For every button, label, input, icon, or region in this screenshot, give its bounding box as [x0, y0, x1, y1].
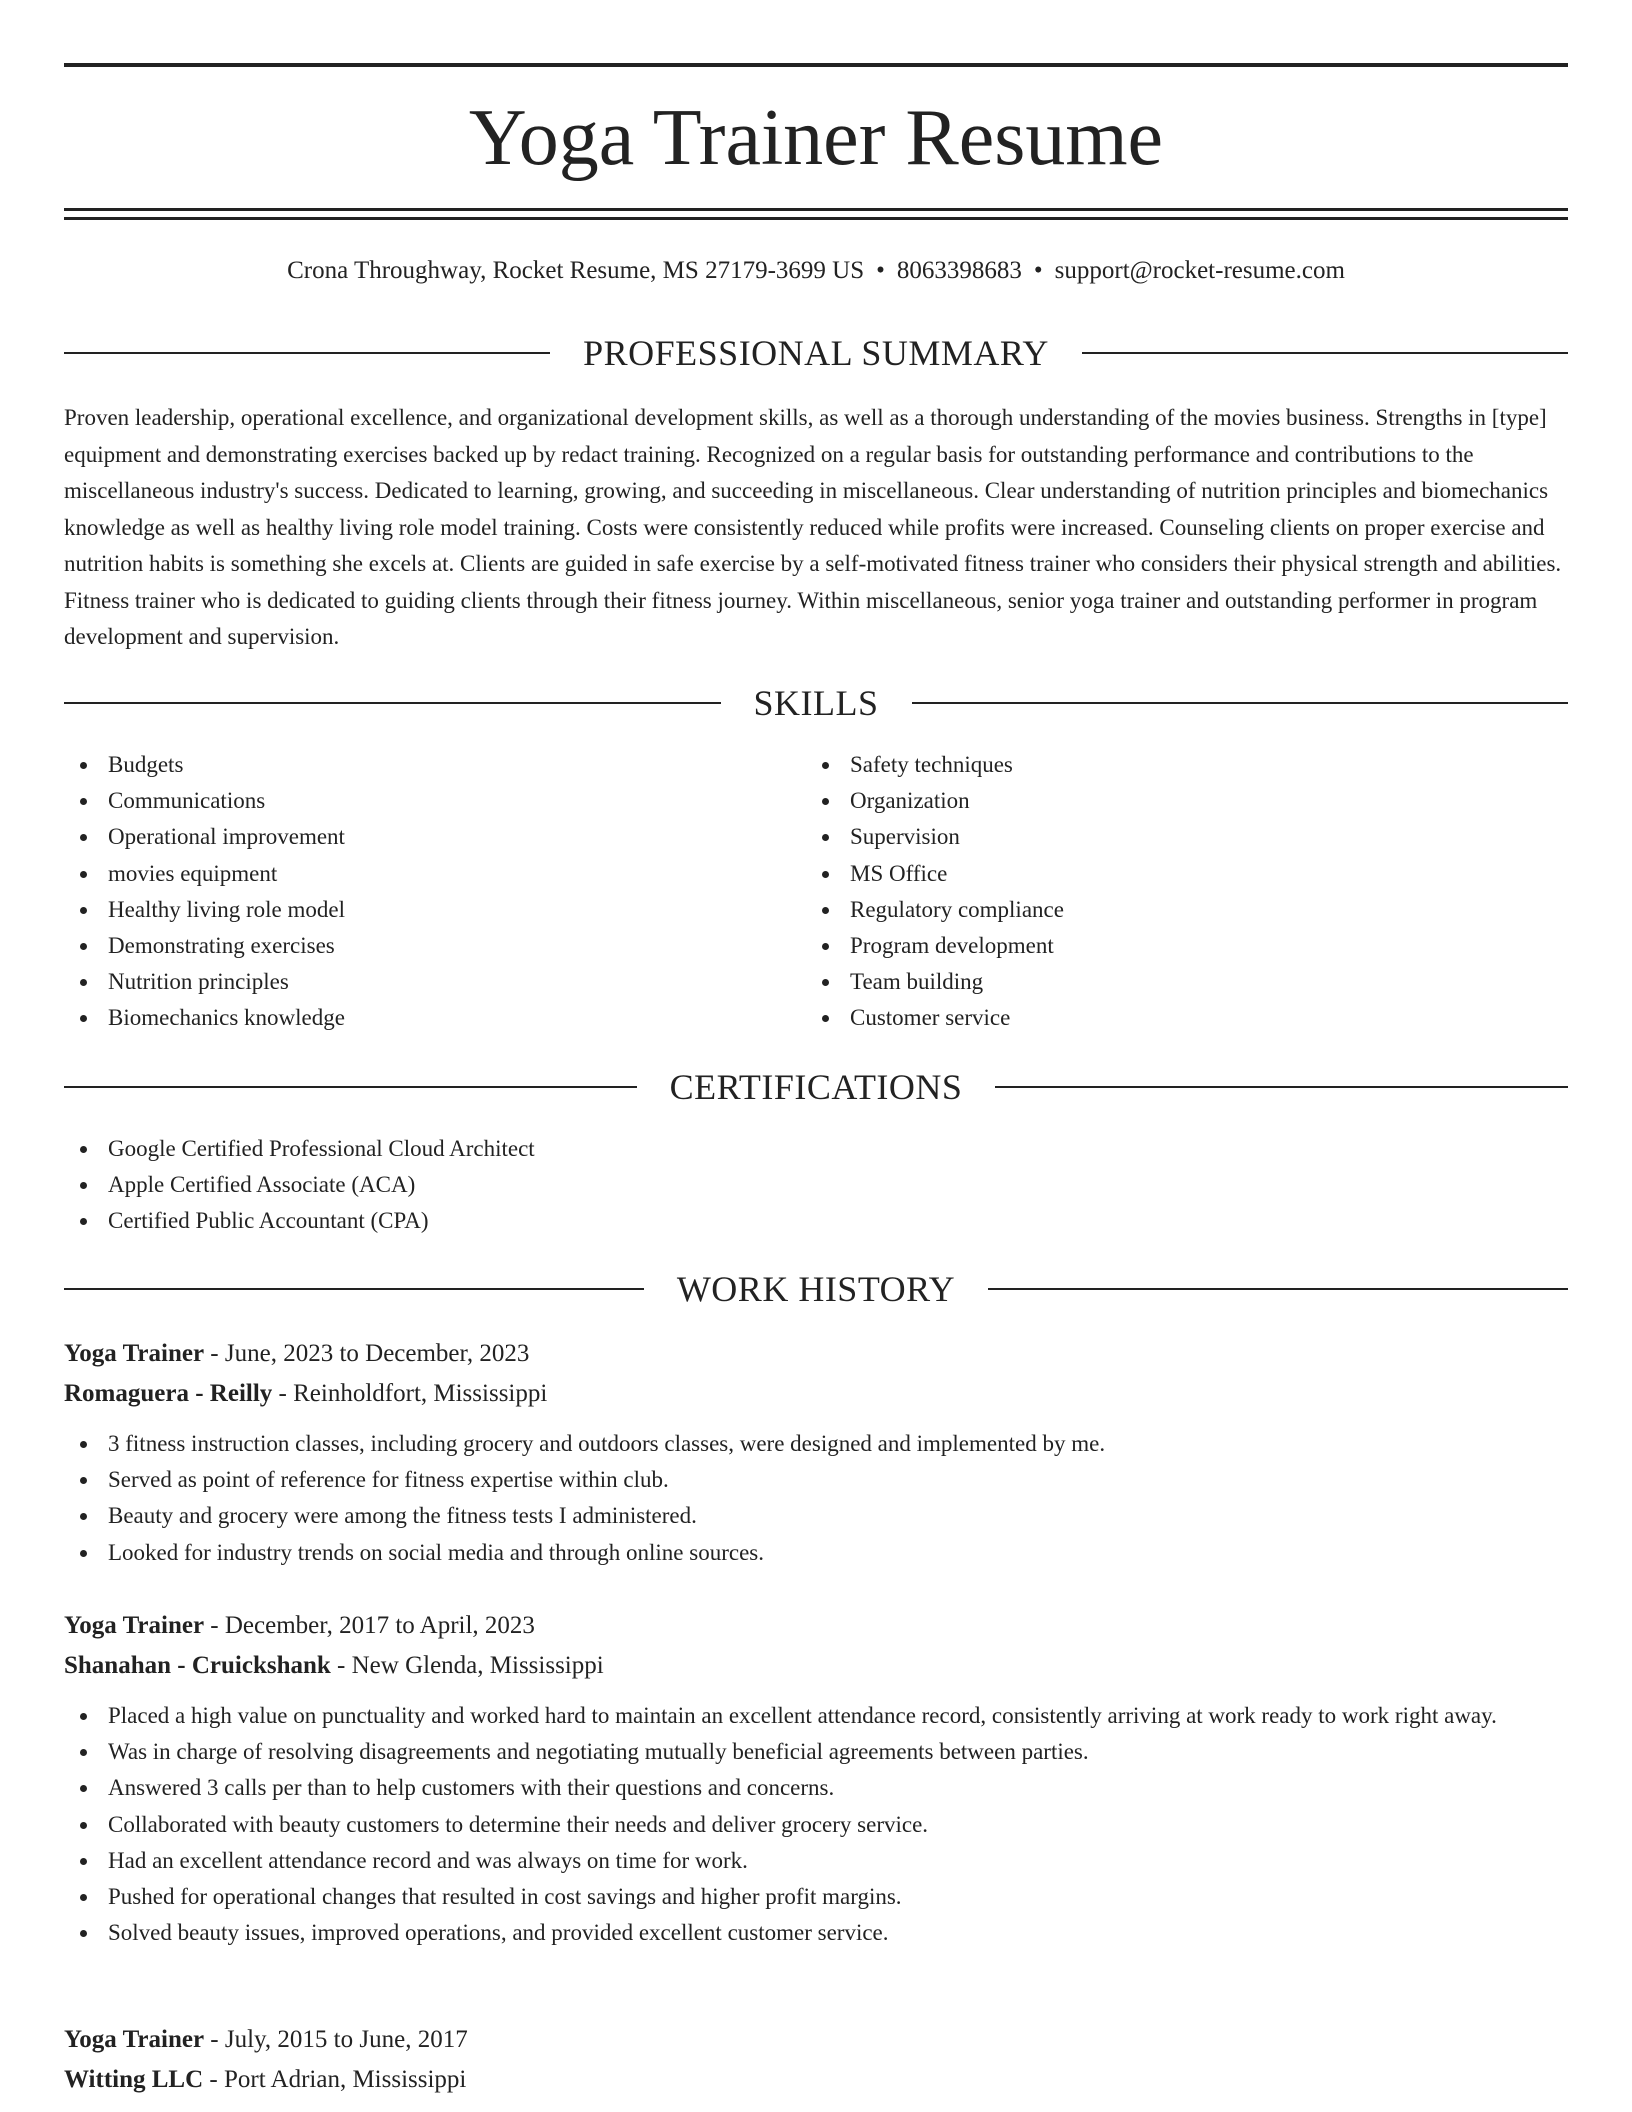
skill-item: Safety techniques [806, 747, 1546, 783]
job-dash: - [203, 2066, 224, 2093]
job-bullet: Had an excellent attendance record and was always on time for work. [64, 1843, 1568, 1879]
job-company: Shanahan - Cruickshank [64, 1652, 331, 1679]
contact-line [64, 254, 1568, 288]
section-title: WORK HISTORY [676, 1269, 956, 1309]
section-title: CERTIFICATIONS [669, 1067, 963, 1107]
certification-item: Certified Public Accountant (CPA) [64, 1203, 1568, 1239]
job-dash: - [204, 1340, 225, 1367]
contact-email: support@rocket-resume.com [1054, 257, 1345, 284]
job-bullet: Placed a high value on punctuality and worked hard to maintain an excellent attendance record, consistently arriving at work ready to work right away. [64, 1698, 1568, 1734]
skill-item: Nutrition principles [64, 964, 804, 1000]
heading-rule [1082, 352, 1568, 354]
job-entry [64, 2020, 1568, 2100]
job-title-line [64, 1606, 1568, 1646]
job-entry [64, 1334, 1568, 1571]
job-dates: July, 2015 to June, 2017 [224, 2026, 468, 2053]
section-heading-skills [64, 681, 1568, 725]
section-heading-work-history [64, 1267, 1568, 1311]
job-title-line [64, 1334, 1568, 1374]
top-rule [64, 63, 1568, 67]
skill-item: Budgets [64, 747, 804, 783]
job-bullet: Answered 3 calls per than to help customers with their questions and concerns. [64, 1770, 1568, 1806]
skill-item: movies equipment [64, 856, 804, 892]
job-bullet: Collaborated with beauty customers to determine their needs and deliver grocery service. [64, 1807, 1568, 1843]
contact-phone: 8063398683 [896, 257, 1022, 284]
resume-title: Yoga Trainer Resume [468, 94, 1164, 182]
job-title: Yoga Trainer [64, 1612, 205, 1639]
title-double-rule [64, 208, 1568, 220]
job-dates: June, 2023 to December, 2023 [224, 1340, 530, 1367]
skill-item: Healthy living role model [64, 892, 804, 928]
contact-address: Crona Throughway, Rocket Resume, MS 27179-3699 US [287, 257, 865, 284]
job-location: Reinholdfort, Mississippi [293, 1380, 548, 1407]
job-location: New Glenda, Mississippi [351, 1652, 604, 1679]
certification-item: Google Certified Professional Cloud Architect [64, 1131, 1568, 1167]
heading-rule [912, 702, 1569, 704]
job-bullets [64, 1426, 1568, 1571]
certifications-list [64, 1131, 1568, 1240]
skills-list-left [64, 747, 804, 1037]
skill-item: Team building [806, 964, 1546, 1000]
skill-item: Regulatory compliance [806, 892, 1546, 928]
heading-rule [64, 1288, 644, 1290]
job-title: Yoga Trainer [64, 1340, 205, 1367]
job-company: Romaguera - Reilly [64, 1380, 273, 1407]
heading-rule [64, 702, 721, 704]
heading-rule [988, 1288, 1568, 1290]
skill-item: Supervision [806, 819, 1546, 855]
job-dash: - [330, 1652, 352, 1679]
job-dash: - [204, 2026, 225, 2053]
job-bullet: Solved beauty issues, improved operations, and provided excellent customer service. [64, 1915, 1568, 1951]
skill-item: Customer service [806, 1000, 1546, 1036]
job-title: Yoga Trainer [64, 2026, 205, 2053]
job-bullet: Served as point of reference for fitness expertise within club. [64, 1462, 1568, 1498]
contact-separator: • [1033, 257, 1043, 284]
job-dash: - [272, 1380, 294, 1407]
skill-item: MS Office [806, 856, 1546, 892]
job-company-line [64, 1646, 1568, 1686]
skill-item: Communications [64, 783, 804, 819]
certification-item: Apple Certified Associate (ACA) [64, 1167, 1568, 1203]
skill-item: Organization [806, 783, 1546, 819]
section-title: PROFESSIONAL SUMMARY [583, 333, 1049, 373]
job-company: Witting LLC [64, 2066, 204, 2093]
job-company-line [64, 2060, 1568, 2100]
skill-item: Biomechanics knowledge [64, 1000, 804, 1036]
job-company-line [64, 1374, 1568, 1414]
job-bullet: Was in charge of resolving disagreements and negotiating mutually beneficial agreements between parties. [64, 1734, 1568, 1770]
job-dates: December, 2017 to April, 2023 [224, 1612, 535, 1639]
contact-separator: • [876, 257, 885, 284]
skill-item: Demonstrating exercises [64, 928, 804, 964]
job-bullet: Pushed for operational changes that resulted in cost savings and higher profit margins. [64, 1879, 1568, 1915]
job-bullet: 3 fitness instruction classes, including grocery and outdoors classes, were designed and implemented by me. [64, 1426, 1568, 1462]
job-location: Port Adrian, Mississippi [223, 2066, 467, 2093]
heading-rule [64, 352, 550, 354]
job-bullets [64, 1698, 1568, 1951]
job-bullet: Looked for industry trends on social media and through online sources. [64, 1535, 1568, 1571]
section-heading-summary [64, 331, 1568, 375]
heading-rule [64, 1086, 637, 1088]
skill-item: Operational improvement [64, 819, 804, 855]
job-title-line [64, 2020, 1568, 2060]
job-entry [64, 1606, 1568, 1951]
job-bullet: Beauty and grocery were among the fitness tests I administered. [64, 1498, 1568, 1534]
summary-text: Proven leadership, operational excellence, and organizational development skills, as well as a thorough understanding of the movies business. Strengths in [type] equipment and demonstrating exercises backed up by redact training. Recognized on a regular basis for outstanding performance and contributions to the miscellaneous industry's success. Dedicated to learning, growing, and succeeding in miscellaneous. Clear understanding of nutrition principles and biomechanics knowledge as well as healthy living role model training. Costs were consistently reduced while profits were increased. Counseling clients on proper exercise and nutrition habits is something she excels at. Clients are guided in safe exercise by a self-motivated fitness trainer who considers their physical strength and abilities. Fitness trainer who is dedicated to guiding clients through their fitness journey. Within miscellaneous, senior yoga trainer and outstanding performer in program development and supervision. [64, 405, 1562, 649]
section-title: SKILLS [753, 683, 879, 723]
skill-item: Program development [806, 928, 1546, 964]
skills-list-right [806, 747, 1546, 1037]
job-dash: - [204, 1612, 225, 1639]
section-heading-certifications [64, 1065, 1568, 1109]
heading-rule [995, 1086, 1568, 1088]
